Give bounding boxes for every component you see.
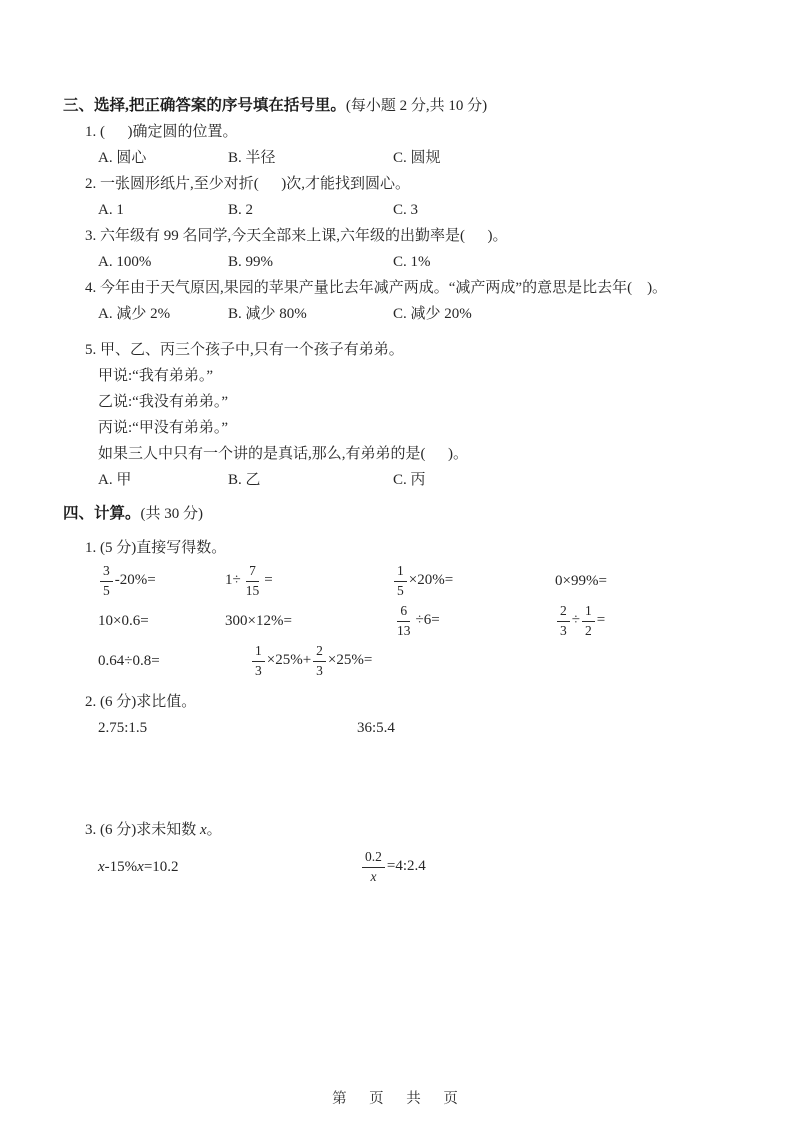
q2-stem: 2. 一张圆形纸片,至少对折( )次,才能找到圆心。 (85, 176, 410, 192)
q2-options-row (98, 197, 765, 223)
calc-expr-2-4: $\frac{2}{3}$ ÷ $\frac{1}{2}$ = (555, 604, 765, 637)
calc-expr-3-1: 0.64÷0.8= (98, 652, 160, 669)
section-calc-title: 四、计算。 (63, 505, 141, 522)
q5-statement-yi: 乙说:“我没有弟弟。” (98, 394, 228, 410)
section-calc-score-note: (共 30 分) (140, 506, 204, 522)
ratio-row (98, 715, 765, 741)
q5-statement-jia: 甲说:“我有弟弟。” (98, 368, 213, 384)
direct-write-row-3 (98, 641, 765, 681)
q4-option-a: A. 减少 2% (98, 306, 171, 322)
q5-block (63, 337, 765, 493)
section-choice-score-note: (每小题 2 分,共 10 分) (345, 98, 488, 114)
q3-options-row (98, 249, 765, 275)
calc-sub1-label: 1. (5 分)直接写得数。 (85, 540, 227, 556)
calc-expr-3-2: $\frac{1}{3}$ ×25%+ $\frac{2}{3}$ ×25%= (250, 644, 765, 677)
q5-option-c: C. 丙 (393, 472, 426, 488)
q3-option-b: B. 99% (228, 254, 273, 270)
calc-expr-1-2: 1÷ $\frac{7}{15}$ = (225, 563, 273, 598)
ratio-1: 2.75:1.5 (98, 720, 148, 736)
equation-1: x-15%x=10.2 (98, 859, 179, 875)
section-calc-header (63, 501, 765, 527)
calc-expr-2-2: 300×12%= (225, 612, 292, 629)
q5-options-row (98, 467, 765, 493)
q5-statement-bing: 丙说:“甲没有弟弟。” (98, 420, 228, 436)
q1-stem: 1. ( )确定圆的位置。 (85, 124, 238, 140)
q4-stem: 4. 今年由于天气原因,果园的苹果产量比去年减产两成。“减产两成”的意思是比去年( )。 (85, 280, 668, 296)
direct-write-row-2 (98, 601, 765, 641)
equation-2: $\frac{0.2}{x}$ =4:2.4 (360, 850, 765, 883)
q2-option-b: B. 2 (228, 202, 254, 218)
q1-option-c: C. 圆规 (393, 150, 441, 166)
q4-options-row (98, 301, 765, 327)
q2-option-a: A. 1 (98, 202, 124, 218)
calc-expr-2-3: $\frac{6}{13}$ ÷6= (397, 603, 440, 638)
ratio-2: 36:5.4 (357, 720, 395, 736)
q1-option-a: A. 圆心 (98, 150, 147, 166)
q4-option-b: B. 减少 80% (228, 306, 307, 322)
direct-write-row-1 (98, 561, 765, 601)
calc-expr-1-1: $\frac{3}{5}$ -20%= (98, 564, 225, 597)
q1-options-row (98, 145, 765, 171)
page-footer: 第 页 共 页 (332, 1091, 461, 1107)
q3-stem: 3. 六年级有 99 名同学,今天全部来上课,六年级的出勤率是( )。 (85, 228, 508, 244)
q5-stem: 5. 甲、乙、丙三个孩子中,只有一个孩子有弟弟。 (85, 342, 404, 358)
section-choice-header (63, 93, 765, 119)
equation-row (98, 845, 765, 889)
q5-option-b: B. 乙 (228, 472, 261, 488)
q5-conclusion: 如果三人中只有一个讲的是真话,那么,有弟弟的是( )。 (98, 446, 468, 462)
q4-option-c: C. 减少 20% (393, 306, 472, 322)
q1-option-b: B. 半径 (228, 150, 276, 166)
q2-option-c: C. 3 (393, 202, 419, 218)
section-choice-title: 三、选择,把正确答案的序号填在括号里。 (63, 97, 346, 114)
q3-option-a: A. 100% (98, 254, 152, 270)
q3-option-c: C. 1% (393, 254, 431, 270)
calc-sub2-label: 2. (6 分)求比值。 (85, 694, 197, 710)
calc-expr-2-1: 10×0.6= (98, 612, 149, 629)
calc-expr-1-4: 0×99%= (555, 572, 607, 589)
calc-sub3-label: 3. (6 分)求未知数 x。 (85, 822, 222, 838)
q5-option-a: A. 甲 (98, 472, 132, 488)
calc-expr-1-3: $\frac{1}{5}$ ×20%= (392, 564, 555, 597)
